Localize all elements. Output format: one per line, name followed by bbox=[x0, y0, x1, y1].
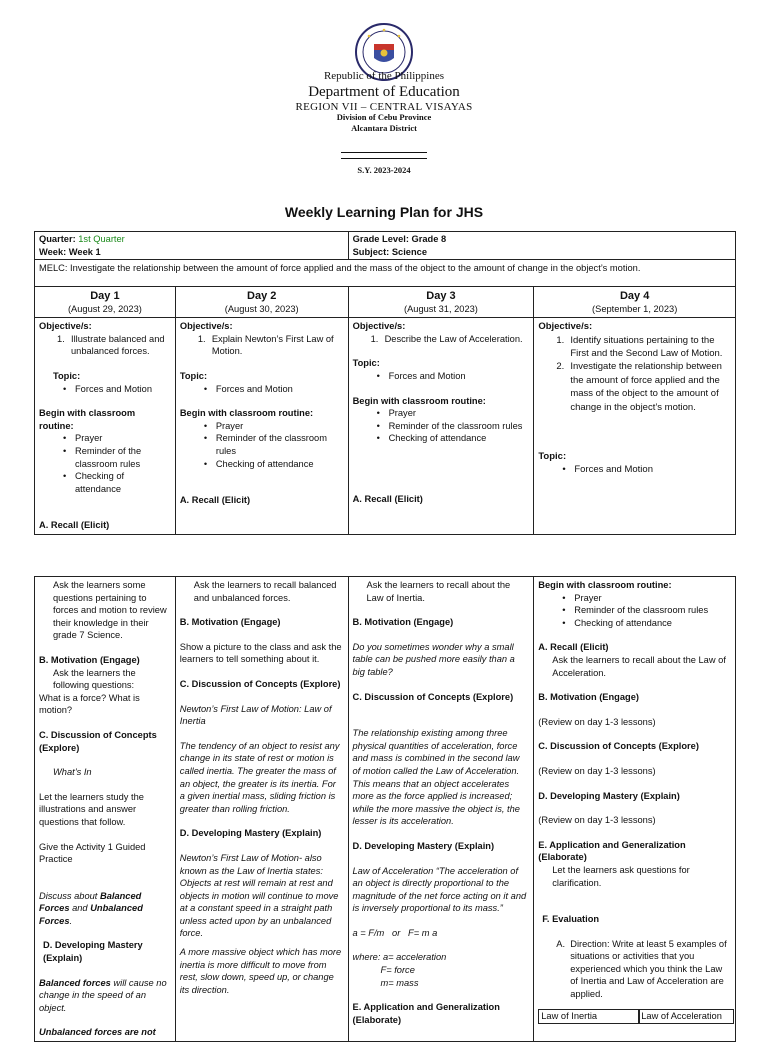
labels-topic: Topic: bbox=[179, 370, 208, 381]
labels-objectives: Objective/s: bbox=[39, 321, 92, 332]
region-line: REGION VII – CENTRAL VISAYAS bbox=[295, 101, 473, 113]
bottom-d1-unbalanced-forces: Unbalanced Forces bbox=[39, 903, 143, 926]
top-d2-routine-1: • Reminder of the classroom rules bbox=[180, 432, 344, 457]
bottom-d3-where1: where: a= acceleration bbox=[352, 952, 447, 963]
bottom-d4-recall: Ask the learners to recall about the Law of Acceleration. bbox=[552, 654, 726, 678]
day2-top-cell bbox=[175, 318, 348, 535]
bottom-d1-unbalanced-partial: Unbalanced forces are not bbox=[39, 1027, 156, 1038]
bottom-d1-balanced-forces: Balanced Forces bbox=[39, 890, 142, 914]
top-d3-routine-0: • Prayer bbox=[353, 407, 530, 420]
labels-routine: Begin with classroom routine: bbox=[39, 408, 136, 431]
day4-bottom-cell bbox=[534, 577, 736, 1042]
division-line: Division of Cebu Province bbox=[336, 112, 432, 122]
bottom-d4-routine-1: • Reminder of the classroom rules bbox=[538, 604, 731, 617]
bottom-d3-motivation: Do you sometimes wonder why a small table can be pushed more easily than a big table? bbox=[352, 641, 515, 677]
bottom-d4-review: (Review on day 1-3 lessons) bbox=[538, 765, 656, 776]
labels-application: E. Application and Generalization (Elaborate) bbox=[538, 839, 686, 863]
bottom-d2-motivation: Show a picture to the class and ask the learners to tell something about it. bbox=[179, 641, 342, 665]
bottom-d3-recall: Ask the learners to recall about the Law of Inertia. bbox=[366, 580, 511, 603]
day-header bbox=[348, 287, 534, 318]
labels-routine: Begin with classroom routine: bbox=[352, 395, 486, 406]
labels-topic: Topic: bbox=[352, 358, 380, 369]
top-d1-routine-0: • Prayer bbox=[39, 432, 171, 445]
days-0-name: Day 1 bbox=[90, 290, 120, 303]
bottom-d1-questions: What is a force? What is motion? bbox=[39, 692, 140, 716]
bottom-d3-formula: a = F/m or F= m a bbox=[352, 927, 438, 938]
top-d3-routine-1: • Reminder of the classroom rules bbox=[353, 420, 530, 433]
labels-mastery: D. Developing Mastery (Explain) bbox=[352, 840, 495, 851]
republic-line: Republic of the Philippines bbox=[323, 70, 445, 82]
top-d4-obj-1: 2. Investigate the relationship between the amount of force applied and the mass of the object to the amount of change in the object’s motion. bbox=[538, 360, 731, 414]
subject-label: Subject: Science bbox=[352, 246, 427, 257]
days-3-date: (September 1, 2023) bbox=[592, 304, 678, 315]
labels-recall: A. Recall (Elicit) bbox=[352, 493, 423, 504]
top-d3-routine-2: • Checking of attendance bbox=[353, 432, 530, 445]
melc-cell: MELC: Investigate the relationship between the amount of force applied and the mass of the object to the amount of change in the object’s motion. bbox=[35, 260, 736, 287]
bottom-d1-motivation-label: B. Motivation (Engage) bbox=[39, 654, 140, 665]
divider bbox=[341, 152, 427, 153]
labels-motivation: B. Motivation (Engage) bbox=[352, 617, 454, 628]
plan-table-top bbox=[34, 231, 736, 535]
day4-top-cell bbox=[534, 318, 736, 535]
labels-discussion: C. Discussion of Concepts (Explore) bbox=[352, 691, 514, 702]
day-header bbox=[534, 287, 736, 318]
labels-routine: Begin with classroom routine: bbox=[179, 408, 314, 419]
days-3-name: Day 4 bbox=[619, 290, 650, 303]
page-title: Weekly Learning Plan for JHS bbox=[284, 204, 484, 220]
day3-bottom-cell bbox=[348, 577, 534, 1042]
labels-mastery: D. Developing Mastery (Explain) bbox=[179, 828, 322, 839]
top-d1-topic: • Forces and Motion bbox=[39, 383, 171, 396]
bottom-d2-recall: Ask the learners to recall balanced and unbalanced forces. bbox=[193, 580, 337, 603]
bottom-d1-recall: Ask the learners some questions pertaining to forces and motion to review their knowledge in their grade 7 Science. bbox=[53, 580, 167, 641]
plan-table-bottom bbox=[34, 576, 736, 1042]
day-header bbox=[35, 287, 176, 318]
bottom-d3-application-partial: E. Application and Generalization (Elaborate) bbox=[352, 1002, 500, 1025]
top-d1-routine-1: • Reminder of the classroom rules bbox=[39, 445, 171, 470]
labels-discussion: C. Discussion of Concepts (Explore) bbox=[538, 741, 699, 752]
day-header bbox=[175, 287, 348, 318]
top-d4-topic: • Forces and Motion bbox=[538, 463, 731, 476]
top-d1-obj-0: 1. Illustrate balanced and unbalanced forces. bbox=[39, 333, 171, 358]
days-0-date: (August 29, 2023) bbox=[67, 304, 142, 315]
labels-evaluation: F. Evaluation bbox=[542, 914, 600, 925]
bottom-d1-discuss-pre: Discuss about bbox=[39, 890, 100, 901]
labels-objectives: Objective/s: bbox=[352, 321, 406, 332]
top-d2-routine-0: • Prayer bbox=[180, 420, 344, 433]
labels-motivation: B. Motivation (Engage) bbox=[538, 692, 639, 703]
grade-subject-cell bbox=[348, 232, 735, 260]
labels-topic: Topic: bbox=[53, 370, 81, 381]
days-2-name: Day 3 bbox=[426, 290, 456, 303]
bottom-d1-period: . bbox=[69, 915, 73, 926]
bottom-d1-mastery-label: D. Developing Mastery (Explain) bbox=[43, 940, 143, 964]
bottom-d2-law-text: The tendency of an object to resist any change in its state of rest or motion is called inertia. The greater the mass of an object, the greater is its inertia. For a given inertial mass, sliding friction is greater than rolling friction. bbox=[179, 740, 340, 814]
bottom-d1-discussion-label: C. Discussion of Concepts (Explore) bbox=[39, 729, 157, 753]
school-year: S.Y. 2023-2024 bbox=[357, 165, 411, 175]
week-label: Week: Week 1 bbox=[39, 246, 101, 257]
bottom-d4-routine-2: • Checking of attendance bbox=[538, 617, 731, 630]
bottom-d4-routine-0: • Prayer bbox=[538, 592, 731, 605]
labels-mastery: D. Developing Mastery (Explain) bbox=[538, 790, 680, 801]
bottom-d4-table-headers-1: Law of Acceleration bbox=[638, 1009, 734, 1024]
bottom-d4-application: Let the learners ask questions for clarification. bbox=[552, 864, 690, 888]
bottom-d3-where2: F= force bbox=[380, 965, 415, 976]
top-d2-routine-2: • Checking of attendance bbox=[180, 458, 344, 471]
bottom-d3-relationship: The relationship existing among three physical quantities of acceleration, force and mass is combined in the second law of motion called the Law of Acceleration. This means that an object accelerates more as the force applied is increased; while the more massive the object is, the lesser is its acceleration. bbox=[352, 728, 520, 827]
district-line: Alcantara District bbox=[351, 123, 417, 133]
top-d3-topic: • Forces and Motion bbox=[353, 370, 530, 383]
labels-objectives: Objective/s: bbox=[538, 321, 593, 333]
labels-recall: A. Recall (Elicit) bbox=[179, 495, 251, 506]
bottom-d1-activity: Give the Activity 1 Guided Practice bbox=[39, 841, 146, 865]
quarter-value: 1st Quarter bbox=[78, 234, 125, 244]
labels-discussion: C. Discussion of Concepts (Explore) bbox=[179, 678, 341, 689]
bottom-d1-and: and bbox=[69, 903, 91, 914]
evaluation-table bbox=[538, 1009, 731, 1029]
bottom-d4-review: (Review on day 1-3 lessons) bbox=[538, 815, 656, 826]
day3-top-cell bbox=[348, 318, 534, 535]
bottom-d1-study: Let the learners study the illustrations and answer questions that follow. bbox=[39, 791, 144, 827]
labels-routine: Begin with classroom routine: bbox=[538, 580, 672, 590]
department-line: Department of Education bbox=[308, 84, 460, 100]
labels-motivation: B. Motivation (Engage) bbox=[179, 617, 281, 628]
top-d4-obj-0: 1. Identify situations pertaining to the First and the Second Law of Motion. bbox=[538, 334, 731, 361]
bottom-d4-review: (Review on day 1-3 lessons) bbox=[538, 716, 656, 727]
labels-objectives: Objective/s: bbox=[179, 321, 233, 332]
divider bbox=[341, 158, 427, 159]
quarter-week-cell bbox=[35, 232, 349, 260]
days-2-date: (August 31, 2023) bbox=[403, 304, 478, 315]
bottom-d2-mastery-text: Newton’s First Law of Motion- also known as the Law of Inertia states: Objects at rest will remain at rest and objects in motion will continue to move at a constant speed in a straight path unless acted upon by an unbalanced force. bbox=[179, 852, 339, 939]
grade-label: Grade Level: Grade 8 bbox=[352, 234, 447, 244]
top-d2-topic: • Forces and Motion bbox=[180, 383, 344, 396]
labels-recall: A. Recall (Elicit) bbox=[39, 520, 110, 531]
day1-bottom-cell bbox=[35, 577, 176, 1042]
labels-topic: Topic: bbox=[538, 451, 567, 463]
bottom-d1-whats-in: What’s In bbox=[53, 767, 92, 778]
bottom-d4-direction: A. Direction: Write at least 5 examples of situations or activities that you experienced which you think the Law of Inertia and Law of Acceleration are applied. bbox=[538, 938, 731, 1001]
bottom-d3-law-accel: Law of Acceleration “The acceleration of an object is directly proportional to the magnitude of the net force acting on it and is inversely proportional to its mass.” bbox=[352, 865, 527, 914]
top-d3-obj-0: 1. Describe the Law of Acceleration. bbox=[353, 333, 530, 346]
day1-top-cell bbox=[35, 318, 176, 535]
bottom-d4-table-headers-0: Law of Inertia bbox=[538, 1009, 640, 1024]
bottom-d1-balanced-def: will cause no change in the speed of an object. bbox=[39, 977, 167, 1013]
bottom-d3-where3: m= mass bbox=[380, 977, 419, 988]
days-1-date: (August 30, 2023) bbox=[224, 304, 299, 315]
quarter-label: Quarter: bbox=[39, 234, 79, 244]
bottom-d1-motivation: Ask the learners the following questions: bbox=[53, 667, 136, 691]
bottom-d2-law-title: Newton’s First Law of Motion: Law of Inertia bbox=[179, 703, 332, 727]
top-d2-obj-0: 1. Explain Newton’s First Law of Motion. bbox=[180, 333, 344, 358]
bottom-d1-balanced-def-b: Balanced forces bbox=[39, 977, 111, 988]
days-1-name: Day 2 bbox=[247, 290, 277, 303]
labels-recall: A. Recall (Elicit) bbox=[538, 642, 609, 653]
top-d1-routine-2: • Checking of attendance bbox=[39, 470, 171, 495]
bottom-d2-mass-text: A more massive object which has more inertia is more difficult to move from rest, slow down, speed up, or change its direction. bbox=[179, 947, 342, 995]
day2-bottom-cell bbox=[175, 577, 348, 1042]
